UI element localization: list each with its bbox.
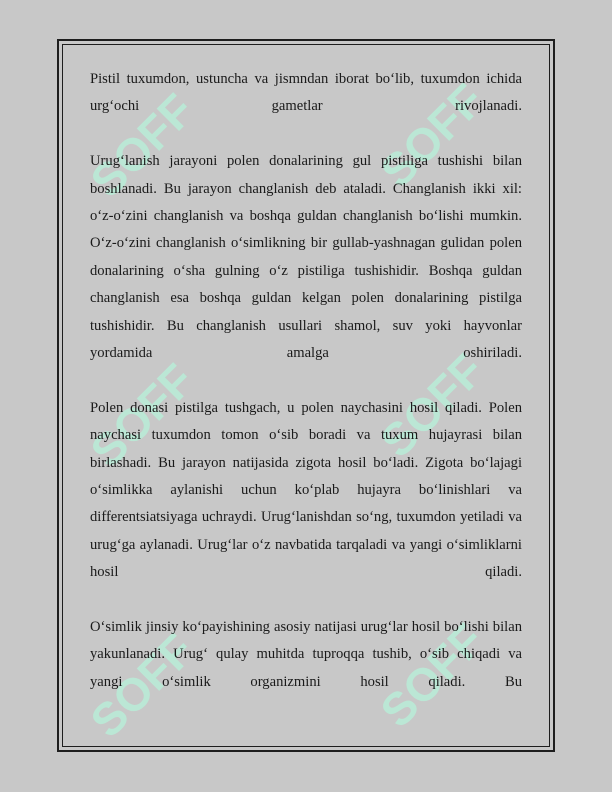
watermark-text: SOFF <box>80 623 204 748</box>
paragraph-2: Urug‘lanish jarayoni polen donalarining gul pistiliga tushishi bilan boshlanadi. Bu jarayon changlanish deb ataladi. Changlanish ikki xil: o‘z-o‘zini changlanish va boshqa guldan changlanish bo‘lishi mumkin. O‘z-o‘zini changlanish o‘simlikning bir gullab-yashnagan gulidan polen donalarining o‘sha gulning o‘z pistiligа tushishidir. Boshqa guldan changlanish esa boshqa guldan kelgan polen donalarining pistilga tushishidir. Bu changlanish usullari shamol, suv yoki hayvonlar yordamida amalga oshiriladi. <box>90 153 522 362</box>
document-body <box>90 66 522 696</box>
paragraph-1: Pistil tuxumdon, ustuncha va jismndan iborat bo‘lib, tuxumdon ichida urg‘ochi gametlar rivojlanadi. <box>90 71 522 115</box>
watermark-text: SOFF <box>370 343 494 468</box>
paragraph-3: Polen donasi pistilga tushgach, u polen naychasini hosil qiladi. Polen naychasi tuxumdon tomon o‘sib boradi va tuxum hujayrasi bilan birlashadi. Bu jarayon natijasida zigota hosil bo‘ladi. Zigota bo‘lajagi o‘simlikka aylanishi uchun ko‘plab hujayra bo‘linishlari va differentsiatsiyaga uchraydi. Urug‘lanishdan so‘ng, tuxumdon yetiladi va urug‘ga aylanadi. Urug‘lar o‘z navbatida tarqaladi va yangi o‘simliklarni hosil qiladi. <box>90 399 522 581</box>
watermark-text: SOFF <box>370 613 494 738</box>
watermark-text: SOFF <box>80 353 204 478</box>
watermark-text: SOFF <box>80 83 204 208</box>
watermark-text: SOFF <box>370 73 494 198</box>
paragraph-4: O‘simlik jinsiy ko‘payishining asosiy natijasi urug‘lar hosil bo‘lishi bilan yakunlanadi. Urug‘ qulay muhitda tuproqqa tushib, o‘sib chiqadi va yangi o‘simlik organizmini hosil qiladi. Bu <box>90 619 522 690</box>
